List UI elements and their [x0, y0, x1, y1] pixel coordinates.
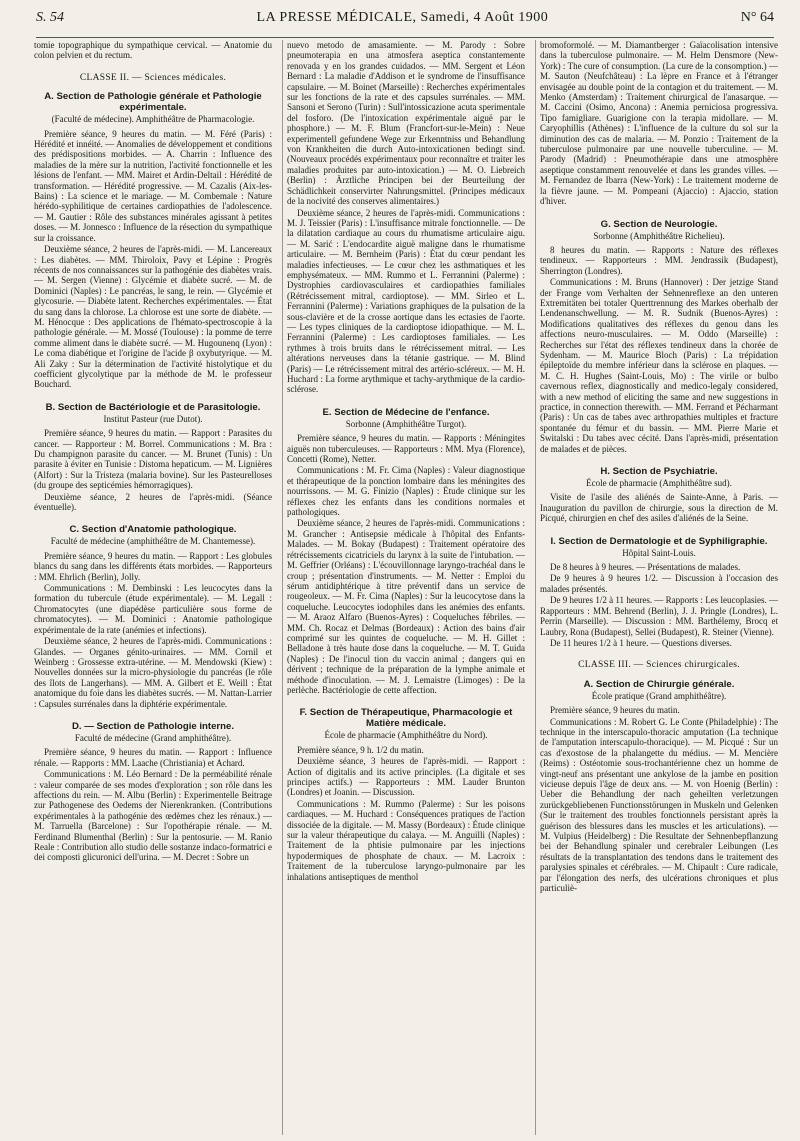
paragraph: Première séance, 9 heures du matin. — M. Féré (Paris) : Hérédité et innéité. — Anomalies de développement et conditions des prédispositions morbides. — A. Charrin : Influence des maladies de la mère sur la nutrition, l'activité fonctionnelle et les lésions de l'enfant. — MM. Mairet et Ardin-Deltail : Hérédité de transformation. — Hérédité progressive. — M. Cazalis (Aix-les-Bains) : La science et le mariage. — M. Combemale : Nature hérédo-syphilitique de certaines cardiopathies de l'adolescence. — M. Gautier : Rôle des substances minérales agissant à petites doses. — M. Jonnesco : Influence de la résection du sympathique sur la croissance.: [34, 128, 272, 243]
paragraph: Deuxième séance, 2 heures de l'après-midi. — M. Lancereaux : Les diabètes. — MM. Thiroloix, Pavy et Lépine : Progrès récents de nos connaissances sur la pathogénie des diabètes vrais. — M. Sergen (Vienne) : Glycémie et diabète sucré. — M. de Dominici (Naples) : Le pancréas, le sang, le rein. — Glycémie et glycosurie. — Diabète latent. Recherches expérimentales. — État du sang dans la chlorose. La chlorose est une sorte de diabète. — M. Hénocque : Des applications de l'hémato-spectroscopie à la pathologie générale. — M. Mossé (Toulouse) : la pomme de terre comme aliment dans le diabète sucré. — M. Hugounenq (Lyon) : Le coma diabétique et l'origine de l'acide β oxybutyrique. — M. Ali Zaky : Sur la détermination de l'activité histolytique et du coefficient glycolytique par la méthode de M. le professeur Bouchard.: [34, 244, 272, 390]
section-title: I. Section de Dermatologie et de Syphiligraphie.: [550, 535, 768, 547]
section-subtitle: École de pharmacie (Amphithéâtre du Nord).: [324, 730, 488, 741]
paragraph: 8 heures du matin. — Rapports : Nature des réflexes tendineux. — Rapporteurs : MM. Jendrassik (Budapest), Sherrington (Londres).: [540, 244, 778, 276]
section-title: F. Section de Thérapeutique, Pharmacologie et Matière médicale.: [299, 707, 513, 730]
paragraph: Communications : M. Dembinski : Les leucocytes dans la formation du tubercule (étude expérimentale). — M. Legall : Chromatocytes (une diapédèse particulière sous forme de chromatocytes). — M. Dominici : Anatomie pathologique expérimentale de la rate (anémies et infections).: [34, 583, 272, 635]
section-title: B. Section de Bactériologie et de Parasitologie.: [45, 401, 261, 413]
issue-number: N° 64: [740, 10, 774, 25]
columns: [34, 40, 778, 1135]
paragraph: nuevo metodo de amasamiente. — M. Parody : Sobre pneumoterapia en una atmosfera aseptica constantemente renovada y en los grandes cuidados. — MM. Sergent et Léon Bernard : La maladie d'Addison et le syndrome de l'insuffisance capsulaire. — M. Boinet (Marseille) : Recherches expérimentales sur les fonctions de la rate et des capsules surrénales. — MM. Sansoni et Serono (Turin) : Sull'intossicazione acuta sperimentale del fosforo. (De l'intoxication expérimentale aiguë par le phosphore.) — M. F. Blum (Francfort-sur-le-Mein) : Neue experimentell gefundene Wege zur Erkenntniss und Behandlung von Krankheiten die durch Auto-intoxicationen bedingt sind. (Nouveaux procédés expérimentaux pour reconnaître et traiter les maladies produites par auto-intoxication.) — M. O. Liebreich (Berlin) : Ärztliche Principen bei der Beurteilung der Schädlichkeit conservirter Nahrungsmittel. (Principes médicaux de la nocivité des conserves alimentaires.): [287, 40, 525, 207]
section-subtitle: (Faculté de médecine). Amphithéâtre de Pharmacologie.: [51, 114, 255, 125]
section-title: D. — Section de Pathologie interne.: [71, 720, 235, 732]
column-1: [34, 40, 272, 1135]
section-title: A. Section de Pathologie générale et Pathologie expérimentale.: [44, 91, 262, 114]
section-title: E. Section de Médecine de l'enfance.: [322, 406, 490, 418]
paragraph: Première séance, 9 heures du matin. — Rapports : Méningites aiguës non tuberculeuses. — Rapporteurs : MM. Mya (Florence), Concetti (Rome), Netter.: [287, 433, 525, 465]
paragraph: Première séance, 9 h. 1/2 du matin.: [297, 744, 424, 755]
paragraph: Deuxième séance, 2 heures de l'après-midi. Communications : M. Grancher : Antisepsie médicale à l'hôpital des Enfants-Malades. — M. Bokay (Budapest) : Traitement opératoire des rétrécissements cicatriciels du larynx à la suite de l'intubation. — M. Geffrier (Orléans) : L'écouvillonnage laryngo-trachéal dans le croup ; présentation d'instruments. — M. Netter : Emploi du sérum antidiphtérique à titre préventif dans un service de rougeoleux. — M. Fr. Cima (Naples) : Sur la leucocytose dans la coqueluche. Leucocytes iodophiles dans les anémies des enfants. — M. Araoz Alfaro (Buenos-Ayres) : Coqueluches fébriles. — MM. Ch. Rocaz et Delmas (Bordeaux) : Action des bains d'air comprimé sur les quintes de coqueluche. — M. H. Gillet : Belladone à très haute dose dans la coqueluche. — M. T. Guida (Naples) : De l'inocul tion du vaccin animal ; dangers qui en dérivent ; technique de la préparation de la lymphe animale et méthode d'inoculation. — M. J. Lemaistre (Limoges) : De la perlèche. Bactériologie de cette affection.: [287, 518, 525, 695]
column-3: [535, 40, 778, 1135]
page-number: S. 54: [36, 10, 64, 25]
paragraph: De 9 heures 1/2 à 11 heures. — Rapports : Les leucoplasies. — Rapporteurs : MM. Behrend (Berlin), J. J. Pringle (Londres), L. Perrin (Marseille). — Discussion : MM. Barthélemy, Brocq et Laubry, Rona (Budapest), Sellei (Budapest), R. Steiner (Vienne).: [540, 595, 778, 637]
classe-heading: CLASSE II. — Sciences médicales.: [79, 72, 227, 83]
paragraph: bromoformolé. — M. Diamantberger : Gaïacolisation intensive dans la tuberculose pulmonaire. — M. Helm Densmore (New-York) : The cure of consumption. (La cure de la consomption.) — M. Sauton (Neufchâteau) : La lèpre en France et à l'étranger envisagée au double point de la contagion et du traitement. — M. Menko (Amsterdam) : Traitement chirurgical de l'anasarque. — M. Caccini (Osimo, Ancona) : Anemia perniciosa progressiva. Tipo famigliare. Guarigione con la terapia midollare. — M. Caryophillis (Athènes) : L'influence de la culture du sol sur la diminution des cas de malaria. — M. Ponzio : Traitement de la tuberculose pulmonaire par une nouvelle tuberculine. — M. Parody (Madrid) : Pneumothérapie dans une atmosphère aseptique constamment renouvelée et dans les grandes villes. — M. Fernandez de Ibarra (New-York) : Le traitement moderne de la fièvre jaune. — M. Pompeani (Ajaccio) : Ajaccio, station d'hiver.: [540, 40, 778, 207]
paragraph: Deuxième séance, 3 heures de l'après-midi. — Rapport : Action of digitalis and its active principles. (La digitale et ses principes actifs.) — Rapporteurs : MM. Lauder Brunton (Londres) et Joanin. — Discussion.: [287, 756, 525, 798]
paragraph: Deuxième séance, 2 heures de l'après-midi. (Séance éventuelle).: [34, 491, 272, 513]
paragraph: Première séance, 9 heures du matin.: [550, 705, 680, 716]
paragraph: De 9 heures à 9 heures 1/2. — Discussion à l'occasion des malades présentés.: [540, 573, 778, 594]
paragraph: Communications : M. Rummo (Palerme) : Sur les poisons cardiaques. — M. Huchard : Conséquences pratiques de l'action dissociée de la digitale. — M. Massy (Bordeaux) : Étude clinique sur la valeur thérapeutique du calaya. — M. Anguilli (Naples) : Traitement de la phtisie pulmonaire par les injections hypodermiques de phosphate de chaux. — M. Lacroix : Traitement de la tuberculose laryngo-pulmonaire par les inhalations antiseptiques de menthol: [287, 798, 525, 882]
section-title: G. Section de Neurologie.: [600, 218, 718, 230]
paragraph: Visite de l'asile des aliénés de Sainte-Anne, à Paris. — Inauguration du pavillon de chirurgie, sous la direction de M. Picqué, chirurgien en chef des asiles d'aliénés de la Seine.: [540, 492, 778, 524]
paragraph: Première séance, 9 heures du matin. — Rapport : Les globules blancs du sang dans les différents états morbides. — Rapporteurs : MM. Ehrlich (Berlin), Jolly.: [34, 550, 272, 582]
paragraph: Deuxième séance, 2 heures de l'après-midi. Communications : Glandes. — Organes génito-urinaires. — MM. Cornil et Weinberg : Grossesse extra-utérine. — M. Mendowski (Kiew) : Nouvelles données sur la micro-physiologie du pancréas (le rôle des îlots de Langerhans). — MM. A. Gilbert et E. Weill : État anatomique du foie dans les diabètes sucrés. — M. Nattan-Larrier : Capsules surrénales dans la diphtérie expérimentale.: [34, 636, 272, 709]
page-header: [36, 10, 774, 38]
section-subtitle: École de pharmacie (Amphithéâtre sud).: [586, 478, 732, 489]
section-title: H. Section de Psychiatrie.: [600, 466, 718, 478]
section-title: C. Section d'Anatomie pathologique.: [69, 524, 237, 536]
classe-heading: CLASSE III. — Sciences chirurgicales.: [578, 660, 740, 671]
section-subtitle: Sorbonne (Amphithéâtre Turgot).: [345, 418, 467, 429]
paragraph: Deuxième séance, 2 heures de l'après-midi. Communications : M. J. Teissier (Paris) : L'insuffisance mitrale fonctionnelle. — De la dilatation cardiaque au cours du rhumatisme articulaire aigu. — M. Sarić : L'endocardite aiguë maligne dans le rhumatisme articulaire. — M. Bernheim (Paris) : État du cœur pendant les maladies infectieuses. — Le cœur chez les asthmatiques et les emphysémateux. — MM. Rummo et L. Ferrannini (Palerme) : Dystrophies cardiovasculaires et cardiopathies familiales (Rétrécissement mitral, cardioptose). — MM. Sirleo et L. Ferrannini (Palerme) : Variations graphiques de la pulsation de la sous-clavière et de la crosse aortique dans les ectasies de l'aorte. — Les types cliniques de la cardioptose idiopathique. — M. L. Ferrannini (Palerme) : Les cardioptoses familiales. — Les rythmes à trois bruits dans le rétrécissement mitral. — Les altérations nerveuses dans la tétanie gastrique. — M. Blind (Paris) — Le rétrécissement mitral des artério-scléreux. — M. H. Huchard : La forme arythmique et tachy-arythmique de la cardio-sclérose.: [287, 207, 525, 395]
paragraph: Communications : M. Léo Bernard : De la perméabilité rénale : valeur comparée de ses modes d'exploration ; son rôle dans les affections du rein. — M. Albu (Berlin) : Experimentelle Beitrage zur Pathogenese des Oedems der Nierenkranken. (Contributions expérimentales à la pathogénie des œdèmes chez les rénaux.) — M. Tarruella (Barcelone) : Sur l'opothérapie rénale. — M. Ferdinand Blumenthal (Berlin) : Sur la pentosurie. — M. Ranio Reale : Contribution allo studio delle sostanze indaco-formatrici e dei composti glicuronici dell'urina. — M. Decret : Sobre un: [34, 769, 272, 863]
section-title: A. Section de Chirurgie générale.: [583, 678, 735, 690]
paragraph: tomie topographique du sympathique cervical. — Anatomie du colon pelvien et du rectum.: [34, 40, 272, 61]
journal-title: LA PRESSE MÉDICALE, Samedi, 4 Août 1900: [256, 10, 549, 25]
paragraph: Communications : M. Robert G. Le Conte (Philadelphie) : The technique in the interscapulo-thoracic amputation (La technique de l'amputation interscapulo-thoracique). — M. Picqué : Sur un cas d'exostose de la phalangette du médius. — M. Mencière (Reims) : Ostéotomie sous-trochantérienne chez un homme de vingt-neuf ans présentant une ankylose de la jambe en position vicieuse depuis l'âge de deux ans. — M. von Hoenig (Berlin) : Ueber die Behandlung der nach geheilten verletzungen zurückgebliebenen Functionsstörungen in Muskeln und Gelenken (Sur le traitement des troubles fonctionnels persistant après la guérison des blessures dans les muscles et les articulations). — M. Vulpius (Heidelberg) : Die Resultate der Sehnenbepflanzung bei der Behandlung spinaler und cerebraler Leibungen (Les résultats de la transplantation des tendons dans le traitement des paralysies spinales et cérébrales. — M. Chipault : Cure radicale, par l'élongation des nerfs, des ulcérations chroniques et plus particuliè-: [540, 716, 778, 894]
paragraph: De 11 heures 1/2 à 1 heure. — Questions diverses.: [550, 637, 732, 648]
section-subtitle: Sorbonne (Amphithéâtre Richelieu).: [593, 230, 725, 241]
section-subtitle: Faculté de médecine (Grand amphithéâtre).: [74, 732, 232, 743]
section-subtitle: Hôpital Saint-Louis.: [622, 547, 696, 558]
section-subtitle: École pratique (Grand amphithéâtre).: [591, 690, 727, 701]
section-subtitle: Faculté de médecine (amphithéâtre de M. Chantemesse).: [50, 536, 256, 547]
paragraph: Communications : M. Bruns (Hannover) : Der jetzige Stand der Frange vom Verhalten der Sehnenreflexe an den unteren Extremitäten bei totaler Querttrennung des Markes oberhalb der Lendenanschwellung. — M. R. Sudnik (Buenos-Ayres) : Modifications qualitatives des réflexes du genou dans les affections neuro-musculaires. — M. Oddo (Marseille) : Recherches sur l'état des réflexes tendineux dans la chorée de Sydenham. — M. Maurice Bloch (Paris) : La trépidation épileptoïde du membre inférieur dans la sclérose en plaques. — M. C. H. Hughes (Saint-Louis, Mo) : The virile or bulbo cavernous reflex, diagnostically and medico-legaly considered, with a new method of eliciting the same and new suggestions in practice, in connection therewith. — MM. Ferrand et Pécharmant (Paris) : Un cas de tabes avec arthropathies multiples et fracture spontanée du fémur et du bassin. — MM. Pierre Marie et Switalski : Du tabes avec cécité. Dans l'après-midi, présentation de malades et de pièces.: [540, 277, 778, 454]
paragraph: Première séance, 9 heures du matin. — Rapport : Parasites du cancer. — Rapporteur : M. Borrel. Communications : M. Bra : Du champignon parasite du cancer. — M. Brunet (Tunis) : Un parasite à éviter en Tunisie : Distoma hepaticum. — M. Lignières (Alfort) : Sur la Tristeza (malaria bovine). Sur les Pasteurelloses (du groupe des septicémies hémorragiques).: [34, 428, 272, 491]
section-subtitle: Institut Pasteur (rue Dutot).: [103, 413, 203, 424]
column-2: [282, 40, 525, 1135]
paragraph: De 8 heures à 9 heures. — Présentations de malades.: [550, 562, 741, 573]
paragraph: Première séance, 9 heures du matin. — Rapport : Influence rénale. — Rapports : MM. Laache (Christiania) et Achard.: [34, 747, 272, 768]
paragraph: Communications : M. Fr. Cima (Naples) : Valeur diagnostique et thérapeutique de la ponction lombaire dans les méningites des nourrissons. — M. G. Finizio (Naples) : Étude clinique sur les réflexes chez les enfants dans les conditions normales et pathologiques.: [287, 465, 525, 518]
